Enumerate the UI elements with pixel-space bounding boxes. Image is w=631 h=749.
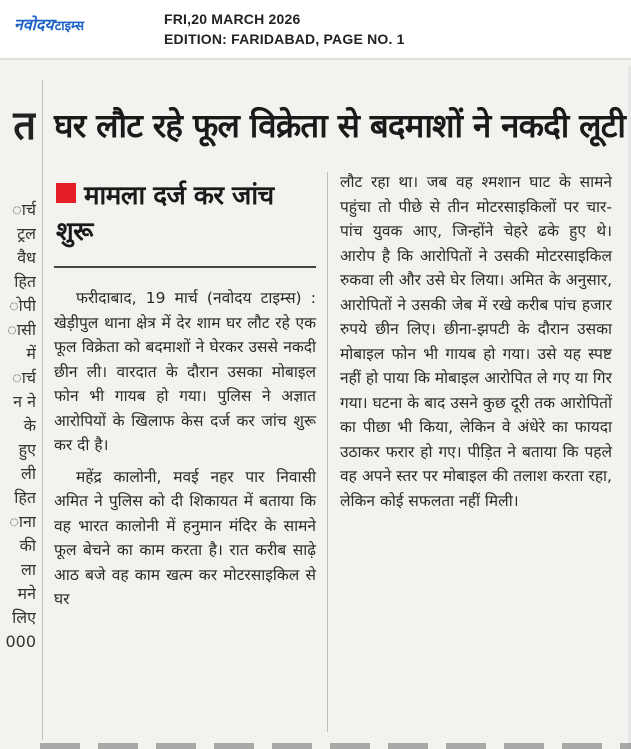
- paragraph: फरीदाबाद, 19 मार्च (नवोदय टाइम्स) : खेड़ीपुल थाना क्षेत्र में देर शाम घर लौट रहे एक फूल विक्रेता को बदमाशों ने घेरकर उससे नकदी छीन ली। वारदात के दौरान उसका मोबाइल फोन भी गायब हो गया। पुलिस ने अज्ञात आरोपियों के खिलाफ केस दर्ज कर जांच शुरू कर दी है।: [54, 289, 316, 454]
- cut-bottom-edge: [40, 743, 631, 749]
- fragment-line: की: [19, 536, 36, 555]
- fragment-line: न ने: [13, 392, 36, 411]
- column-divider-left: [42, 80, 43, 740]
- column-divider: [327, 172, 328, 732]
- fragment-line: 000: [5, 632, 36, 651]
- edition-line: EDITION: FARIDABAD, PAGE NO. 1: [164, 31, 405, 47]
- fragment-line: ासी: [7, 320, 36, 339]
- fragment-line: लिए: [12, 608, 36, 627]
- fragment-line: हित: [14, 272, 36, 291]
- fragment-line: ार्च: [12, 368, 36, 387]
- article-subheadline: [56, 178, 318, 250]
- article-column-1: [54, 286, 316, 612]
- adjacent-column-fragment: [0, 198, 36, 698]
- fragment-line: ोपी: [9, 296, 36, 315]
- fragment-line: हित: [14, 488, 36, 507]
- paragraph: लौट रहा था। जब वह श्मशान घाट के सामने पहुंचा तो पीछे से तीन मोटरसाइकिलों पर चार-पांच युवक आए, जिन्होंने चेहरे ढके हुए थे। आरोप है कि आरोपितों ने उसकी मोटरसाइकिल रुकवा ली और उसे घेर लिया। अमित के अनुसार, आरोपितों ने उसकी जेब में रखे करीब पांच हजार रुपये छीन लिए। छीना-झपटी के दौरान उसका मोबाइल फोन भी गायब हो गया। उसे यह स्पष्ट नहीं हो पाया कि मोबाइल आरोपित ले गए या गिर गया। घटना के बाद उसने कुछ दूरी तक आरोपितों का पीछा भी किया, लेकिन वे अंधेरे का फायदा उठाकर फरार हो गए। पीड़ित ने बताया कि पहले वह अपने स्तर पर मोबाइल की तलाश करता रहा, लेकिन कोई सफलता नहीं मिली।: [340, 173, 612, 510]
- cut-top-edge: [0, 58, 631, 68]
- adjacent-headline-fragment: त: [13, 103, 36, 149]
- red-bullet-icon: [56, 183, 76, 203]
- fragment-line: ला: [21, 560, 36, 579]
- fragment-line: मने: [17, 584, 36, 603]
- logo-main-text: नवोदय: [14, 15, 54, 34]
- subheadline-text: मामला दर्ज कर जांच शुरू: [56, 181, 274, 247]
- fragment-line: ली: [21, 464, 36, 483]
- fragment-line: में: [26, 344, 36, 363]
- paragraph: महेंद्र कालोनी, मवई नहर पार निवासी अमित ने पुलिस को दी शिकायत में बताया कि वह भारत कालोनी में हनुमान मंदिर के सामने फूल बेचने का काम करता है। रात करीब साढ़े आठ बजे वह काम खत्म कर मोटरसाइकिल से घर: [54, 467, 316, 608]
- article-column-2: [340, 170, 612, 513]
- edition-info: [164, 9, 405, 49]
- fragment-line: हुए: [18, 440, 36, 459]
- article-headline: घर लौट रहे फूल विक्रेता से बदमाशों ने नकदी लूटी: [54, 106, 626, 145]
- fragment-line: ट्रल: [17, 224, 36, 243]
- subheadline-rule: [54, 266, 316, 268]
- fragment-line: वैध: [17, 248, 36, 267]
- fragment-line: ाना: [9, 512, 36, 531]
- newspaper-logo: [14, 13, 84, 35]
- fragment-line: ार्च: [12, 200, 36, 219]
- date-line: FRI,20 MARCH 2026: [164, 11, 301, 27]
- masthead-bar: [0, 0, 631, 59]
- fragment-line: के: [23, 416, 36, 435]
- logo-sub-text: टाइम्स: [54, 19, 85, 34]
